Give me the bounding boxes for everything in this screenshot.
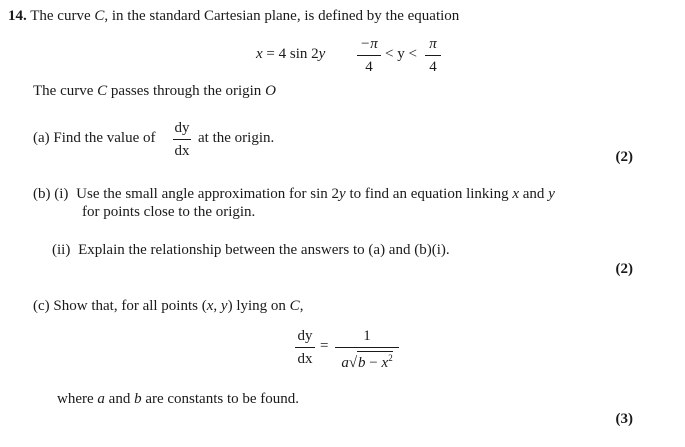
part-b-i-line <box>33 187 555 202</box>
range-left-den: 4 <box>365 59 373 75</box>
part-a-frac-num: dy <box>174 120 190 136</box>
part-c-rhs-minus: − <box>365 355 382 371</box>
range-left-num: −π <box>360 36 378 52</box>
part-c-eq: = <box>320 338 329 354</box>
part-a-line <box>33 131 155 146</box>
part-c-rhs-exp: 2 <box>388 353 393 363</box>
part-b-i-label: (i) <box>54 186 69 202</box>
part-c-rhs-num: 1 <box>363 328 371 344</box>
range-right-den: 4 <box>429 59 437 75</box>
part-a-text-2-wrap <box>198 131 274 146</box>
part-b-marks: (2) <box>615 261 633 277</box>
where-a: a <box>97 391 105 407</box>
part-b-i-text-2: to find an equation linking <box>345 186 513 202</box>
range-mid-text: < y < <box>385 46 417 62</box>
intro-var-c: C <box>94 8 105 24</box>
part-a-fraction <box>173 120 191 160</box>
range-right-num: π <box>429 36 437 52</box>
part-a-text-1: Find the value of <box>53 130 156 146</box>
part-c-rhs-den <box>335 351 399 372</box>
part-a-text-2: at the origin. <box>198 130 275 146</box>
part-c-y: y <box>220 298 228 314</box>
part-c-lhs-num: dy <box>297 328 313 344</box>
part-a-label: (a) <box>33 130 50 146</box>
part-b-i-line-2 <box>82 205 255 220</box>
intro-text-2: , in the standard Cartesian plane, is defined by the equation <box>104 8 460 24</box>
part-a-marks: (2) <box>615 149 633 165</box>
sqrt-radicand <box>357 351 393 372</box>
part-c-rhs-x: x <box>381 355 389 371</box>
sqrt-symbol: √ <box>348 355 358 371</box>
passes-var-c: C <box>97 83 108 99</box>
passes-text-1: The curve <box>33 83 98 99</box>
part-c-comma: , <box>213 298 221 314</box>
where-text-3: are constants to be found. <box>141 391 300 407</box>
part-b-i-line2-text: for points close to the origin. <box>82 204 256 220</box>
part-c-x: x <box>206 298 214 314</box>
part-c-label: (c) <box>33 298 50 314</box>
equation-eq: = 4 sin 2 <box>262 46 319 62</box>
part-b-ii-line <box>52 243 450 258</box>
where-text-2: and <box>104 391 135 407</box>
part-c-lhs-fraction <box>295 328 315 368</box>
part-b-i-y: y <box>339 186 346 202</box>
equation-y: y <box>318 46 326 62</box>
part-b-i-text-3: and <box>519 186 549 202</box>
part-c-marks: (3) <box>615 411 633 427</box>
part-c-rhs-a: a <box>341 355 349 371</box>
part-b-ii-label: (ii) <box>52 242 71 258</box>
part-b-ii-text: Explain the relationship between the answers to (a) and (b)(i). <box>78 242 450 258</box>
part-c-var-c: C <box>289 298 300 314</box>
part-c-text-2: ) lying on <box>227 298 290 314</box>
range-left-fraction <box>357 36 381 76</box>
part-b-label: (b) <box>33 186 51 202</box>
part-c-where-line <box>57 392 299 407</box>
part-c-rhs-fraction <box>335 328 399 372</box>
part-c-text-1: Show that, for all points ( <box>53 298 207 314</box>
passes-origin-line <box>33 84 276 99</box>
part-c-rhs-b: b <box>358 355 366 371</box>
where-b: b <box>134 391 142 407</box>
part-c-lhs-den: dx <box>297 351 313 367</box>
range-right-fraction <box>425 36 441 76</box>
passes-text-2: passes through the origin <box>107 83 266 99</box>
where-text-1: where <box>57 391 98 407</box>
part-b-i-text-1: Use the small angle approximation for sin 2 <box>76 186 340 202</box>
part-c-line <box>33 299 303 314</box>
equation-lhs: x <box>256 46 263 62</box>
intro-text-1: The curve <box>30 8 95 24</box>
question-header <box>8 9 459 24</box>
part-c-text-3: , <box>299 298 304 314</box>
question-number: 14. <box>8 8 27 24</box>
main-equation <box>256 47 325 62</box>
part-b-i-x: x <box>512 186 520 202</box>
part-a-frac-den: dx <box>174 143 190 159</box>
range-middle <box>385 47 417 62</box>
passes-var-o: O <box>265 83 276 99</box>
part-b-i-y2: y <box>548 186 555 202</box>
